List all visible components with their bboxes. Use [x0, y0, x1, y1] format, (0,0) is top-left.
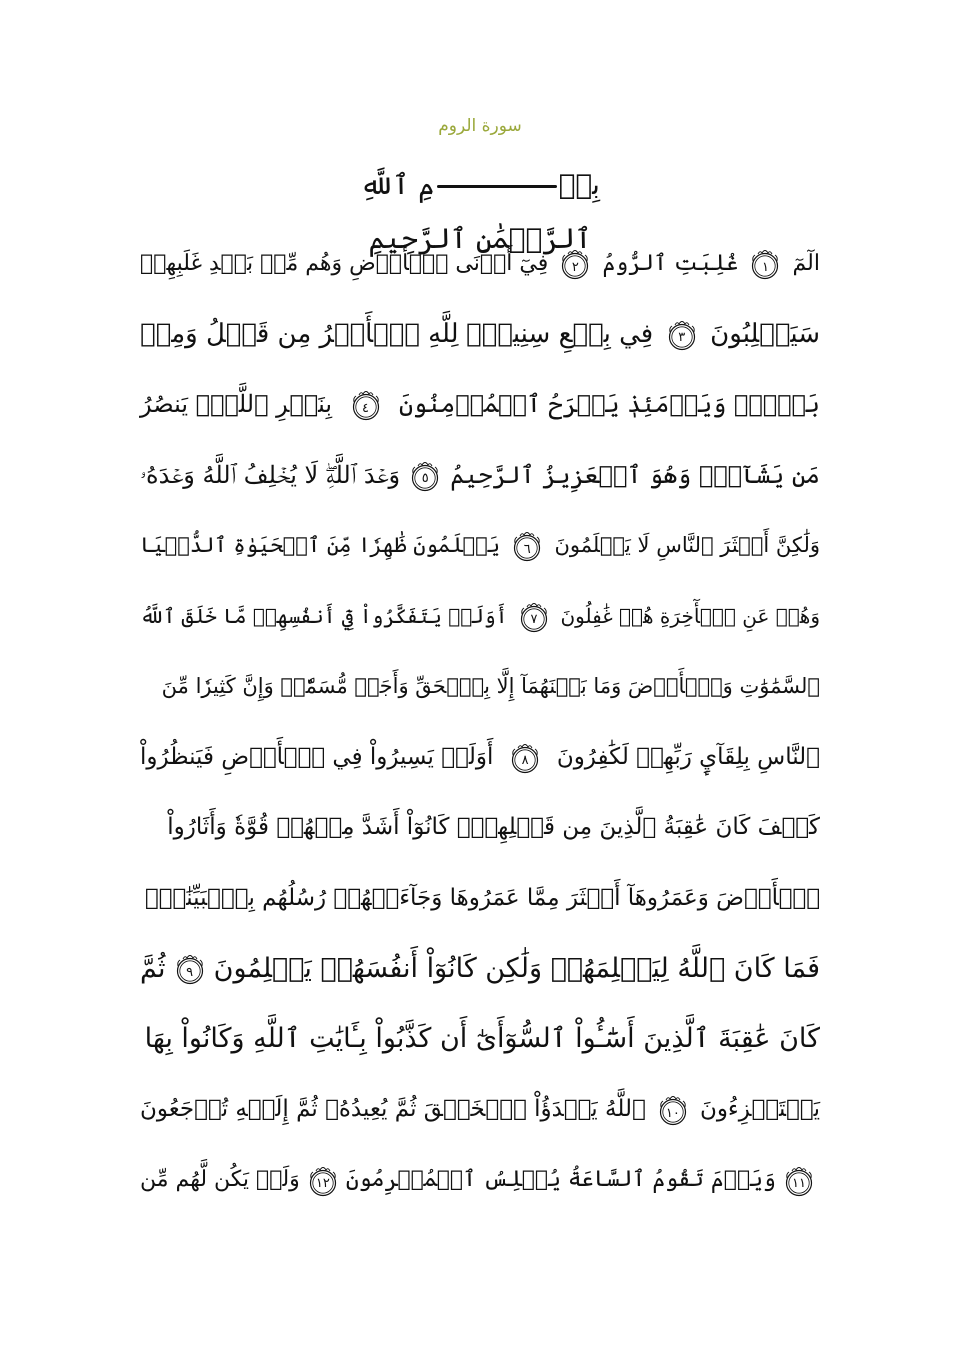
basmala-part-1: بِسۡ [558, 168, 600, 201]
ayah-number-marker [351, 386, 381, 422]
ayah-number: ٩ [186, 964, 194, 980]
text-line [140, 510, 820, 581]
text-line [140, 440, 820, 511]
verse-text: بِنَصۡرِ ٱللَّهِۚ يَنصُرُ [140, 390, 333, 419]
ayah-number-marker [519, 598, 549, 634]
text-line [140, 299, 820, 370]
ayah-number-marker [410, 457, 440, 493]
verse-text: ٱلسَّمَٰوَٰتِ وَٱلۡأَرۡضَ وَمَا بَيۡنَهُمَآ إِلَّا بِٱلۡحَقِّ وَأَجَلٖ مُّسَمّٗىۗ وَإِنَّ كَثِيرٗا مِّنَ [161, 674, 820, 699]
verse-text: وَيَوۡمَ تَقُومُ ٱلسَّاعَةُ يُبۡلِسُ ٱلۡمُجۡرِمُونَ [345, 1167, 776, 1193]
text-line [140, 863, 820, 934]
ayah-number-marker [784, 1162, 814, 1198]
verse-text: وَهُمۡ عَنِ ٱلۡأٓخِرَةِ هُمۡ غَٰفِلُونَ [560, 603, 820, 628]
ayah-number-marker [512, 527, 542, 563]
text-line [140, 1004, 820, 1075]
verse-text: ٱللَّهُ يَبۡدَؤُاْ ٱلۡخَلۡقَ ثُمَّ يُعِيدُهُۥ ثُمَّ إِلَيۡهِ تُرۡجَعُونَ [140, 1096, 646, 1123]
verse-text: ٱلنَّاسِ بِلِقَآيِٕ رَبِّهِمۡ لَكَٰفِرُونَ [556, 743, 820, 770]
verse-text: كَانَ عَٰقِبَةَ ٱلَّذِينَ أَسَٰٓـُٔواْ ٱلسُّوٓأَىٰٓ أَن كَذَّبُواْ بِـَٔايَٰتِ ٱللَّهِ وَكَانُواْ بِهَا [144, 1023, 820, 1055]
verse-text: فِي بِضۡعِ سِنِينَۗ [466, 318, 654, 349]
verse-text: أَوَلَمۡ يَتَفَكَّرُواْ فِيٓ أَنفُسِهِمۗ مَّا خَلَقَ ٱللَّهُ [140, 603, 508, 628]
verse-text: يَسۡتَهۡزِءُونَ [699, 1096, 820, 1123]
verse-text: كَيۡفَ كَانَ عَٰقِبَةُ ٱلَّذِينَ مِن قَبۡلِهِمۡۚ كَانُوٓاْ أَشَدَّ مِنۡهُمۡ قُوَّةٗ وَأَثَارُواْ [167, 814, 820, 841]
basmala-kashida-stroke [437, 185, 557, 188]
ayah-number: ٢ [571, 259, 579, 275]
ayah-number: ١١ [792, 1176, 806, 1192]
ayah-number: ٧ [530, 612, 538, 628]
verse-text: وَعۡدَ ٱللَّهِۖ لَا يُخۡلِفُ ٱللَّهُ وَعۡدَهُۥ [140, 460, 401, 489]
verse-text: وَلَمۡ يَكُن لَّهُم مِّن [140, 1167, 300, 1193]
ayah-number: ٤ [362, 400, 370, 416]
text-line [140, 792, 820, 863]
verse-text: الٓمٓ [792, 250, 820, 276]
text-line [140, 581, 820, 652]
text-line [140, 722, 820, 793]
ayah-number: ٦ [523, 541, 531, 557]
surah-title: سورة الروم [438, 116, 522, 136]
verse-text: غُلِبَتِ ٱلرُّومُ [602, 250, 739, 276]
quran-text-block [140, 228, 820, 1215]
verse-text: مَن يَشَآءُۖ وَهُوَ ٱلۡعَزِيزُ ٱلرَّحِيمُ [450, 460, 820, 489]
text-line [140, 651, 820, 722]
basmala [300, 158, 660, 255]
verse-text: بَعۡدُۚ وَيَوۡمَئِذٖ يَفۡرَحُ ٱلۡمُؤۡمِنُونَ [398, 390, 820, 419]
verse-text: أَوَلَمۡ يَسِيرُواْ فِي ٱلۡأَرۡضِ فَيَنظُرُواْ [140, 743, 494, 770]
verse-text: ثُمَّ [140, 952, 166, 984]
ayah-number: ٨ [521, 753, 529, 769]
ayah-number: ٣ [678, 330, 686, 346]
ayah-number-marker [658, 1091, 688, 1127]
text-line [140, 933, 820, 1004]
verse-text: وَلَٰكِنَّ أَكۡثَرَ ٱلنَّاسِ لَا يَعۡلَمُونَ [554, 533, 820, 558]
text-line [140, 1074, 820, 1145]
ayah-number-marker [175, 950, 205, 986]
verse-text: سَيَغۡلِبُونَ [710, 318, 820, 349]
verse-text: ٱلۡأَرۡضَ وَعَمَرُوهَآ أَكۡثَرَ مِمَّا عَمَرُوهَا وَجَآءَتۡهُمۡ رُسُلُهُم بِٱلۡبَيِّنَٰتِۖ [144, 884, 820, 911]
verse-text: لِلَّهِ ٱلۡأَمۡرُ مِن قَبۡلُ وَمِنۢ [140, 318, 459, 349]
ayah-number: ١ [761, 259, 769, 275]
ayah-number: ٥ [421, 471, 429, 487]
verse-text: فِيٓ أَدۡنَى ٱلۡأَرۡضِ وَهُم مِّنۢ بَعۡدِ غَلَبِهِمۡ [140, 250, 549, 276]
basmala-part-2: مِ ٱللَّهِ ٱلرَّحۡمَٰنِ ٱلرَّحِيمِ [360, 168, 592, 255]
ayah-number-marker [510, 739, 540, 775]
text-line [140, 1145, 820, 1216]
verse-text: فَمَا كَانَ ٱللَّهُ لِيَظۡلِمَهُمۡ وَلَٰكِن كَانُوٓاْ أَنفُسَهُمۡ يَظۡلِمُونَ [213, 952, 820, 984]
ayah-number-marker [667, 316, 697, 352]
text-line [140, 228, 820, 299]
ayah-number-marker [750, 245, 780, 281]
text-line [140, 369, 820, 440]
ayah-number: ١٠ [665, 1105, 680, 1121]
ayah-number-marker [560, 245, 590, 281]
verse-text: يَعۡلَمُونَ ظَٰهِرٗا مِّنَ ٱلۡحَيَوٰةِ ٱلدُّنۡيَا [140, 533, 501, 558]
ayah-number: ١٢ [315, 1176, 330, 1192]
ayah-number-marker [308, 1162, 338, 1198]
